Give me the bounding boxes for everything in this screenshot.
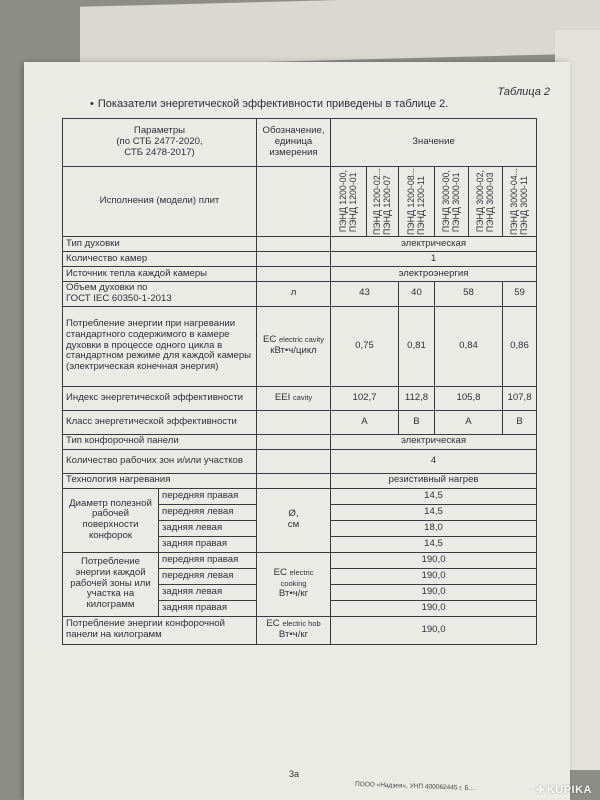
- table-row: Количество рабочих зон и/или участков 4: [63, 449, 537, 473]
- kupika-logo-icon: ✤: [535, 785, 545, 796]
- models-unit: [257, 167, 331, 237]
- table-caption: Таблица 2: [497, 86, 550, 98]
- header-params: Параметры (по СТБ 2477-2020, СТБ 2478-2017): [63, 119, 257, 167]
- energy-efficiency-table: [62, 118, 537, 645]
- table-row: задняя правая 190,0: [63, 600, 537, 616]
- model-cell: ПЭНД 1200-02... ПЭНД 1200-07: [367, 167, 399, 237]
- table-row: Количество камер 1: [63, 252, 537, 267]
- page-number: 3a: [289, 769, 300, 779]
- table-row: Объем духовки по ГОСТ IEC 60350-1-2013 л 43 40 58 59: [63, 282, 537, 306]
- footer-company: ПООО «Надзея», УНП 400062445 г. Б...: [354, 780, 475, 793]
- model-cell: ПЭНД 3000-04... ПЭНД 3000-11: [503, 167, 537, 237]
- bullet-icon: •: [90, 98, 94, 110]
- intro-line: [90, 98, 448, 110]
- models-label: Исполнения (модели) плит: [63, 167, 257, 237]
- model-cell: ПЭНД 3000-00, ПЭНД 3000-01: [435, 167, 469, 237]
- model-cell: ПЭНД 1200-00, ПЭНД 1200-01: [331, 167, 367, 237]
- models-row: [63, 167, 537, 237]
- model-cell: ПЭНД 3000-02, ПЭНД 3000-03: [469, 167, 503, 237]
- table-row: Тип конфорочной панели электрическая: [63, 434, 537, 449]
- table-row: Технология нагревания резистивный нагрев: [63, 473, 537, 488]
- table-row: Потребление энергии каждой рабочей зоны или участка на килограмм передняя правая EC electric cooking Вт•ч/кг 190,0: [63, 552, 537, 568]
- table-row: Тип духовки электрическая: [63, 237, 537, 252]
- table-row: передняя левая 190,0: [63, 568, 537, 584]
- table-row: Диаметр полезной рабочей поверхности конфорок передняя правая Ø, см 14,5: [63, 488, 537, 504]
- table-row: Класс энергетической эффективности A B A B: [63, 410, 537, 434]
- table-row: передняя левая 14,5: [63, 504, 537, 520]
- table-row: Потребление энергии при нагревании стандартного содержимого в камере духовки в процессе одного цикла в стандартном режиме для каждой камеры (электрическая конечная энергия) EC electric cavity кВт•ч/цикл 0,75 0,81 0,84 0,86: [63, 306, 537, 386]
- model-cell: ПЭНД 1200-08... ПЭНД 1200-11: [399, 167, 435, 237]
- table-row: Потребление энергии конфорочной панели на килограмм EC electric hob Вт•ч/кг 190,0: [63, 616, 537, 644]
- table-row: Индекс энергетической эффективности EEI cavity 102,7 112,8 105,8 107,8: [63, 386, 537, 410]
- watermark: ✤ KUPIKA: [535, 784, 592, 796]
- table-row: Источник тепла каждой камеры электроэнергия: [63, 267, 537, 282]
- intro-text: Показатели энергетической эффективности приведены в таблице 2.: [97, 98, 449, 110]
- table-row: задняя левая 190,0: [63, 584, 537, 600]
- background-sheet: [80, 0, 600, 67]
- table-row: задняя правая 14,5: [63, 536, 537, 552]
- header-row: [63, 119, 537, 167]
- header-unit: Обозначение, единица измерения: [257, 119, 331, 167]
- header-value: Значение: [331, 119, 537, 167]
- table-row: задняя левая 18,0: [63, 520, 537, 536]
